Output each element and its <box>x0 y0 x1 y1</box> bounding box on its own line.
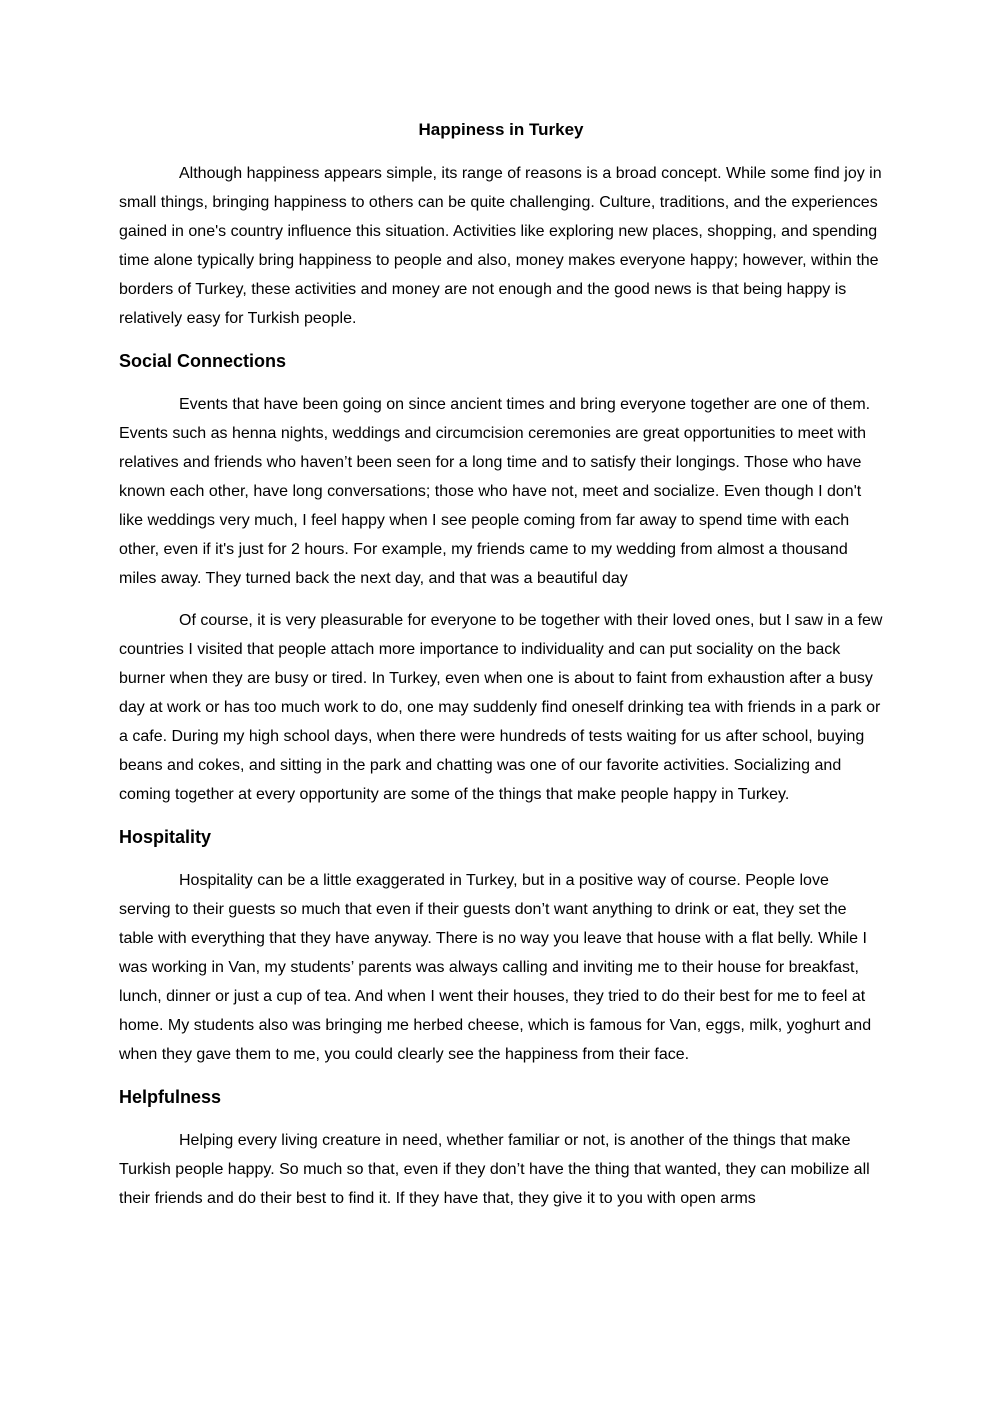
intro-paragraph: Although happiness appears simple, its range of reasons is a broad concept. While some find joy in small things, bringing happiness to others can be quite challenging. Culture, traditions, and the experiences gained in one's country influence this situation. Activities like exploring new places, shopping, and spending time alone typically bring happiness to people and also, money makes everyone happy; however, within the borders of Turkey, these activities and money are not enough and the good news is that being happy is relatively easy for Turkish people. <box>119 165 882 327</box>
section-heading-hospitality: Hospitality <box>119 827 212 847</box>
document-page <box>119 117 883 1213</box>
section-heading-social-connections: Social Connections <box>119 351 287 371</box>
hospitality-paragraph-1: Hospitality can be a little exaggerated in Turkey, but in a positive way of course. People love serving to their guests so much that even if their guests don’t want anything to drink or eat, they set the table with everything that they have anyway. There is no way you leave that house with a flat belly. While I was working in Van, my students’ parents was always calling and inviting me to their house for breakfast, lunch, dinner or just a cup of tea. And when I went their houses, they tried to do their best for me to feel at home. My students also was bringing me herbed cheese, which is famous for Van, eggs, milk, yoghurt and when they gave them to me, you could clearly see the happiness from their face. <box>119 872 872 1063</box>
document-title: Happiness in Turkey <box>418 120 584 139</box>
social-connections-paragraph-2: Of course, it is very pleasurable for everyone to be together with their loved ones, but I saw in a few countries I visited that people attach more importance to individuality and can put sociality on the back burner when they are busy or tired. In Turkey, even when one is about to faint from exhaustion after a busy day at work or has too much work to do, one may suddenly find oneself drinking tea with friends in a park or a cafe. During my high school days, when there were hundreds of tests waiting for us after school, buying beans and cokes, and sitting in the park and chatting was one of our favorite activities. Socializing and coming together at every opportunity are some of the things that make people happy in Turkey. <box>119 612 883 803</box>
section-heading-helpfulness: Helpfulness <box>119 1087 222 1107</box>
helpfulness-paragraph-1: Helping every living creature in need, whether familiar or not, is another of the things that make Turkish people happy. So much so that, even if they don’t have the thing that wanted, they can mobilize all their friends and do their best to find it. If they have that, they give it to you with open arms <box>119 1132 870 1207</box>
social-connections-paragraph-1: Events that have been going on since ancient times and bring everyone together are one of them. Events such as henna nights, weddings and circumcision ceremonies are great opportunities to meet with relatives and friends who haven’t been seen for a long time and to satisfy their longings. Those who have known each other, have long conversations; those who have not, meet and socialize. Even though I don't like weddings very much, I feel happy when I see people coming from far away to spend time with each other, even if it's just for 2 hours. For example, my friends came to my wedding from almost a thousand miles away. They turned back the next day, and that was a beautiful day <box>119 396 871 587</box>
